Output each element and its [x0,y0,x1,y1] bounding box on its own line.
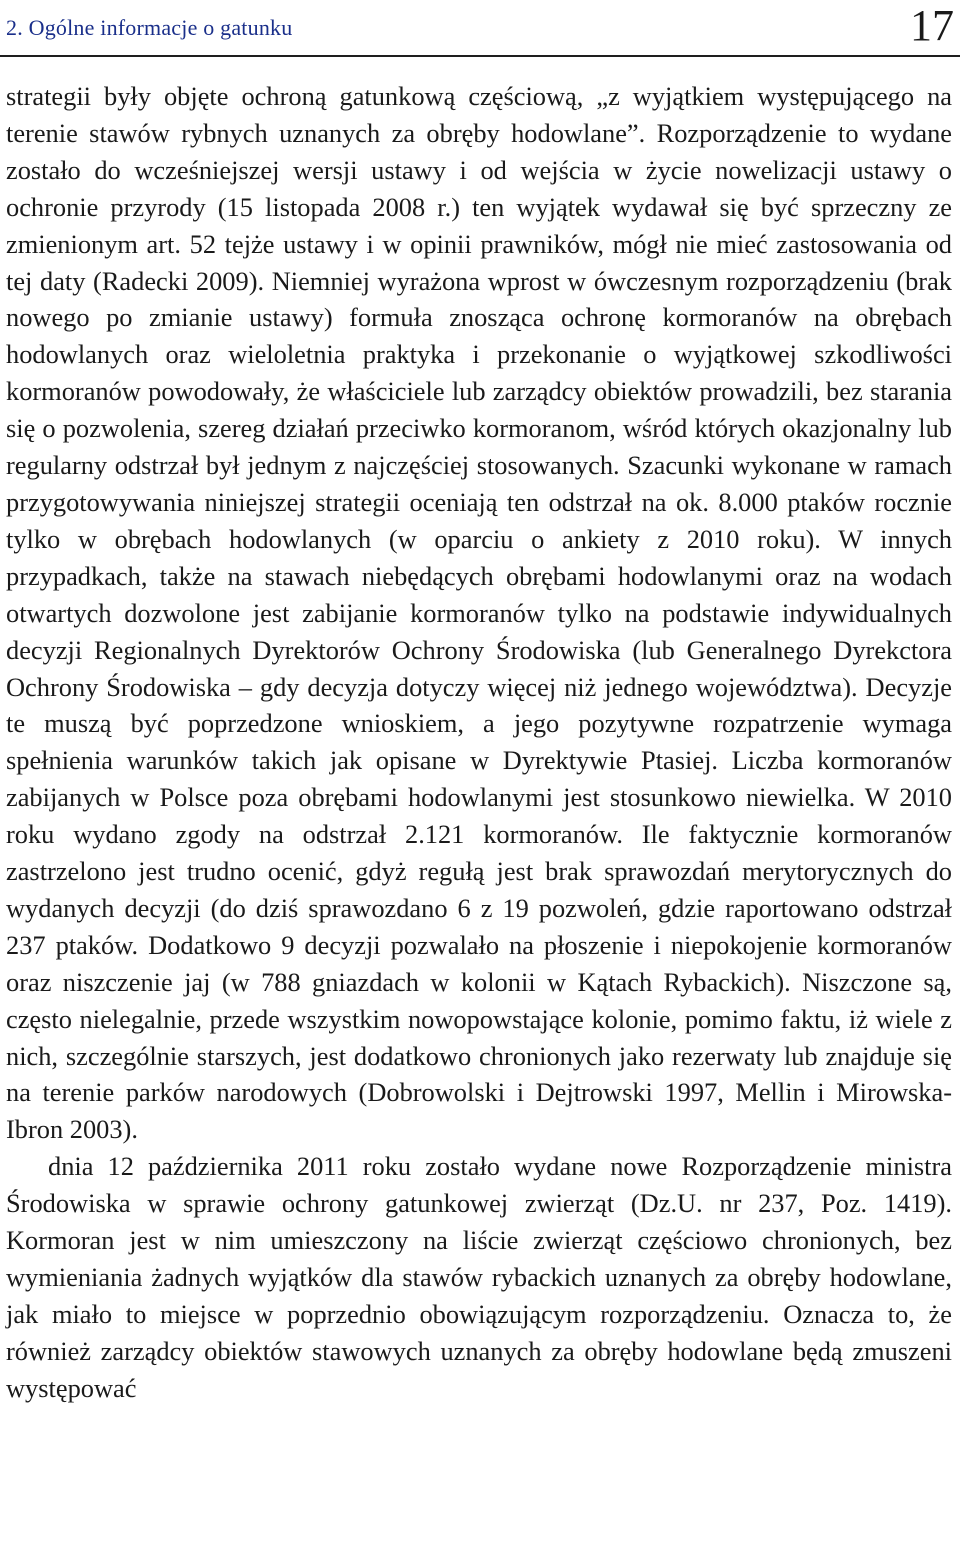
running-header [0,0,960,57]
paragraph-regulation-2011: dnia 12 października 2011 roku zostało wydane nowe Rozporządzenie ministra Środowiska w sprawie ochrony gatunkowej zwierząt (Dz.U. nr 237, Poz. 1419). Kormoran jest w nim umieszczony na liście zwierząt częściowo chronionych, bez wymieniania żadnych wyjątków dla stawów rybackich uznanych za obręby hodowlane, jak miało to miejsce w poprzednio obowiązującym rozporządzeniu. Oznacza to, że również zarządcy obiektów stawowych uznanych za obręby hodowlane będą zmuszeni występować [6,1151,952,1403]
body-text [6,78,952,1407]
page-number: 17 [910,1,954,50]
paragraph-continued: strategii były objęte ochroną gatunkową częściową, „z wyjątkiem występującego na terenie stawów rybnych uznanych za obręby hodowlane”. Rozporządzenie to wydane zostało do wcześniejszej wersji ustawy i od wejścia w życie nowelizacji ustawy o ochronie przyrody (15 listopada 2008 r.) ten wyjątek wydawał się być sprzeczny ze zmienionym art. 52 tejże ustawy i w opinii prawników, mógł nie mieć zastosowania od tej daty (Radecki 2009). Niemniej wyrażona wprost w ówczesnym rozporządzeniu (brak nowego po zmianie ustawy) formuła znosząca ochronę kormoranów na obrębach hodowlanych oraz wieloletnia praktyka i przekonanie o wyjątkowej szkodliwości kormoranów powodowały, że właściciele lub zarządcy obiektów prowadzili, bez starania się o pozwolenia, szereg działań przeciwko kormoranom, wśród których okazjonalny lub regularny odstrzał był jednym z najczęściej stosowanych. Szacunki wykonane w ramach przygotowywania niniejszej strategii oceniają ten odstrzał na ok. 8.000 ptaków rocznie tylko w obrębach hodowlanych (w oparciu o ankiety z 2010 roku). W innych przypadkach, także na stawach niebędących obrębami hodowlanymi oraz na wodach otwartych dozwolone jest zabijanie kormoranów tylko na podstawie indywidualnych decyzji Regionalnych Dyrektorów Ochrony Środowiska (lub Generalnego Dyrekctora Ochrony Środowiska – gdy decyzja dotyczy więcej niż jednego województwa). Decyzje te muszą być poprzedzone wnioskiem, a jego pozytywne rozpatrzenie wymaga spełnienia warunków takich jak opisane w Dyrektywie Ptasiej. Liczba kormoranów zabijanych w Polsce poza obrębami hodowlanymi jest stosunkowo niewielka. W 2010 roku wydano zgody na odstrzał 2.121 kormoranów. Ile faktycznie kormoranów zastrzelono jest trudno ocenić, gdyż regułą jest brak sprawozdań merytorycznych do wydanych decyzji (do dziś sprawozdano 6 z 19 pozwoleń, gdzie raportowano odstrzał 237 ptaków. Dodatkowo 9 decyzji pozwalało na płoszenie i niepokojenie kormoranów oraz niszczenie jaj (w 788 gniazdach w kolonii w Kątach Rybackich). Niszczone są, często nielegalnie, przede wszystkim nowopowstające kolonie, pomimo faktu, iż wiele z nich, szczególnie starszych, jest dodatkowo chronionych jako rezerwaty lub znajduje się na terenie parków narodowych (Dobrowolski i Dejtrowski 1997, Mellin i Mirowska-Ibron 2003). [6,81,952,1145]
chapter-title: 2. Ogólne informacje o gatunku [6,15,293,40]
